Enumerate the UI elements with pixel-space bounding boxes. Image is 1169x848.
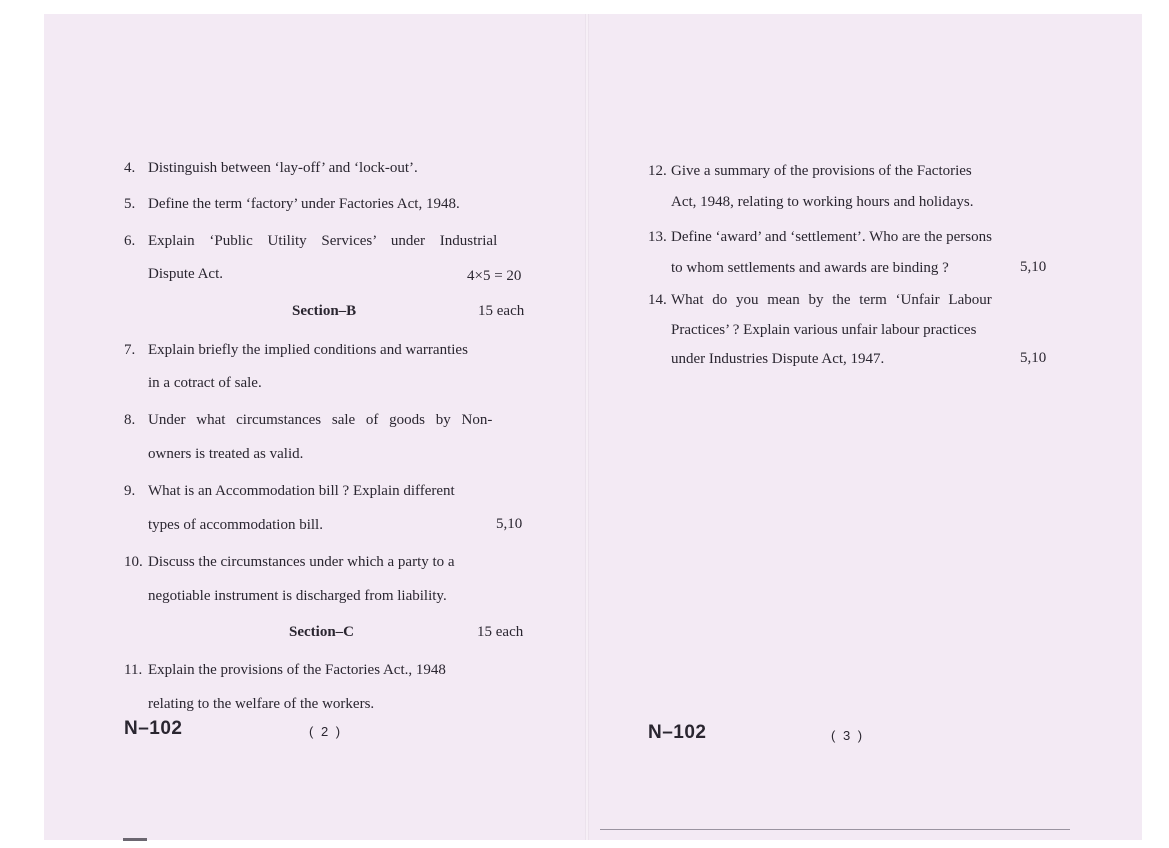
question-text: negotiable instrument is discharged from liability.	[148, 588, 447, 604]
question-text: to whom settlements and awards are binding ?	[671, 260, 949, 276]
question-14-marks: 5,10	[1020, 350, 1047, 366]
question-text: Define the term ‘factory’ under Factories Act, 1948.	[148, 196, 460, 212]
page-number: ( 2 )	[309, 724, 343, 739]
question-text: Define ‘award’ and ‘settlement’. Who are the persons	[671, 229, 992, 245]
question-text: Explain ‘Public Utility Services’ under Industrial	[148, 233, 498, 249]
question-text: Give a summary of the provisions of the Factories	[671, 163, 972, 179]
question-text: Distinguish between ‘lay-off’ and ‘lock-out’.	[148, 160, 418, 176]
question-text: Explain the provisions of the Factories Act., 1948	[148, 662, 446, 678]
question-text: owners is treated as valid.	[148, 446, 304, 462]
section-b-marks: 15 each	[478, 303, 525, 319]
question-text: Act, 1948, relating to working hours and holidays.	[671, 194, 974, 210]
question-number: 13.	[648, 229, 667, 245]
page-number: ( 3 )	[831, 728, 865, 743]
question-text: types of accommodation bill.	[148, 517, 323, 533]
section-c-title: Section–C	[289, 624, 354, 640]
paper-code: N–102	[648, 722, 707, 743]
question-number: 11.	[124, 662, 143, 678]
question-number: 12.	[648, 163, 667, 179]
section-b-title: Section–B	[292, 303, 357, 319]
question-text: in a cotract of sale.	[148, 375, 262, 391]
question-text: under Industries Dispute Act, 1947.	[671, 351, 885, 367]
question-number: 10.	[124, 554, 143, 570]
scan-line	[600, 829, 1070, 830]
question-text: What do you mean by the term ‘Unfair Labour	[671, 292, 992, 308]
scan-smudge	[123, 838, 147, 841]
question-9-marks: 5,10	[496, 516, 523, 532]
question-number: 6.	[124, 233, 136, 249]
question-text: Explain briefly the implied conditions and warranties	[148, 342, 468, 358]
question-number: 4.	[124, 160, 136, 176]
section-a-marks: 4×5 = 20	[467, 268, 522, 284]
question-13-marks: 5,10	[1020, 259, 1047, 275]
question-number: 9.	[124, 483, 136, 499]
question-number: 8.	[124, 412, 136, 428]
page-fold	[585, 14, 589, 840]
paper-code: N–102	[124, 718, 183, 739]
question-text: relating to the welfare of the workers.	[148, 696, 375, 712]
question-text: What is an Accommodation bill ? Explain different	[148, 483, 455, 499]
question-text: Discuss the circumstances under which a party to a	[148, 554, 455, 570]
question-text: Dispute Act.	[148, 266, 223, 282]
question-text: Practices’ ? Explain various unfair labour practices	[671, 322, 977, 338]
section-c-marks: 15 each	[477, 624, 524, 640]
question-text: Under what circumstances sale of goods by Non-	[148, 412, 493, 428]
question-number: 5.	[124, 196, 136, 212]
question-number: 7.	[124, 342, 136, 358]
question-number: 14.	[648, 292, 667, 308]
